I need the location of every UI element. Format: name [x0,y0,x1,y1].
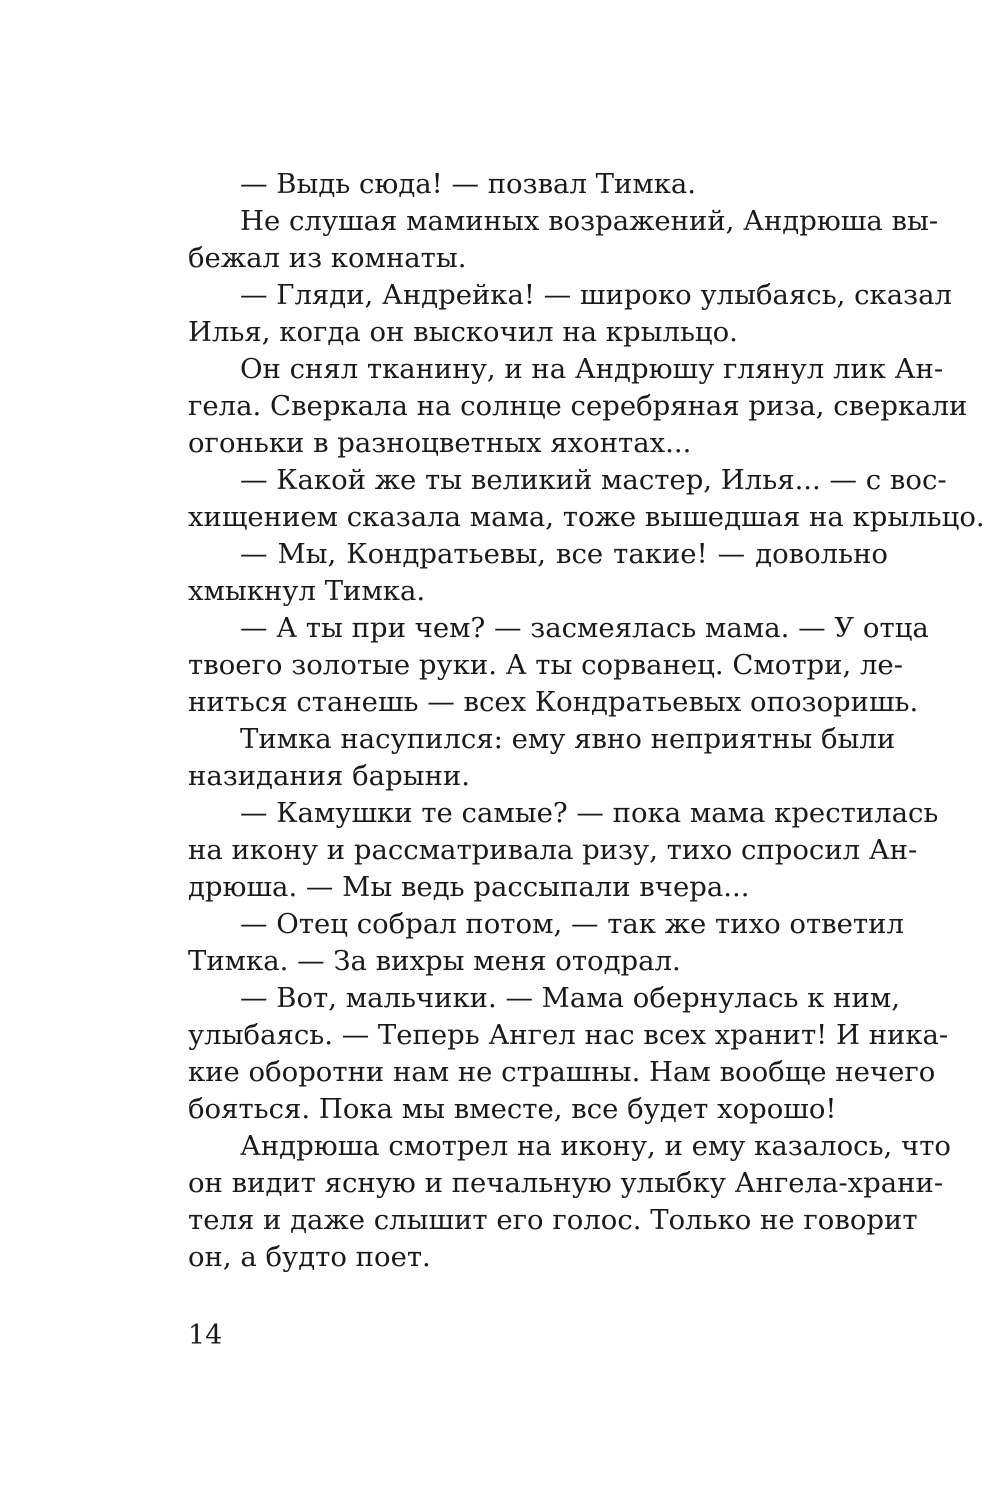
text-line: Илья, когда он выскочил на крыльцо. [188,316,738,348]
text-line: — А ты при чем? — засмеялась мама. — У отца [240,612,929,644]
text-line: бежал из комнаты. [188,242,467,274]
text-line: хищением сказала мама, тоже вышедшая на крыльцо. [188,501,985,533]
text-line: Тимка. — За вихры меня отодрал. [188,945,681,977]
text-line: хмыкнул Тимка. [188,575,426,607]
text-line: ниться станешь — всех Кондратьевых опозоришь. [188,686,919,718]
text-line: — Выдь сюда! — позвал Тимка. [240,168,697,200]
text-line: Не слушая маминых возражений, Андрюша вы- [240,205,939,237]
text-line: он, а будто поет. [188,1241,431,1273]
text-line: — Вот, мальчики. — Мама обернулась к ним, [240,982,900,1014]
text-line: бояться. Пока мы вместе, все будет хорошо! [188,1093,837,1125]
text-line: Андрюша смотрел на икону, и ему казалось, что [240,1130,951,1162]
page-number: 14 [188,1320,223,1351]
text-line: дрюша. — Мы ведь рассыпали вчера... [188,871,750,903]
text-line: — Отец собрал потом, — так же тихо ответил [240,908,904,940]
text-line: — Какой же ты великий мастер, Илья... — с вос- [240,464,947,496]
text-line: назидания барыни. [188,760,470,792]
text-line: — Мы, Кондратьевы, все такие! — довольно [240,538,888,570]
page-body-text [188,166,985,1276]
text-line: твоего золотые руки. А ты сорванец. Смотри, ле- [188,649,903,681]
text-line: Тимка насупился: ему явно неприятны были [240,723,896,755]
text-line: на икону и рассматривала ризу, тихо спросил Ан- [188,834,918,866]
text-line: кие оборотни нам не страшны. Нам вообще нечего [188,1056,936,1088]
text-line: — Гляди, Андрейка! — широко улыбаясь, сказал [240,279,953,311]
text-line: гела. Сверкала на солнце серебряная риза, сверкали [188,390,968,422]
text-line: — Камушки те самые? — пока мама крестилась [240,797,939,829]
text-line: Он снял тканину, и на Андрюшу глянул лик Ан- [240,353,944,385]
text-line: он видит ясную и печальную улыбку Ангела-храни- [188,1167,944,1199]
text-line: улыбаясь. — Теперь Ангел нас всех хранит! И ника- [188,1019,949,1051]
text-line: теля и даже слышит его голос. Только не говорит [188,1204,918,1236]
text-line: огоньки в разноцветных яхонтах... [188,427,692,459]
